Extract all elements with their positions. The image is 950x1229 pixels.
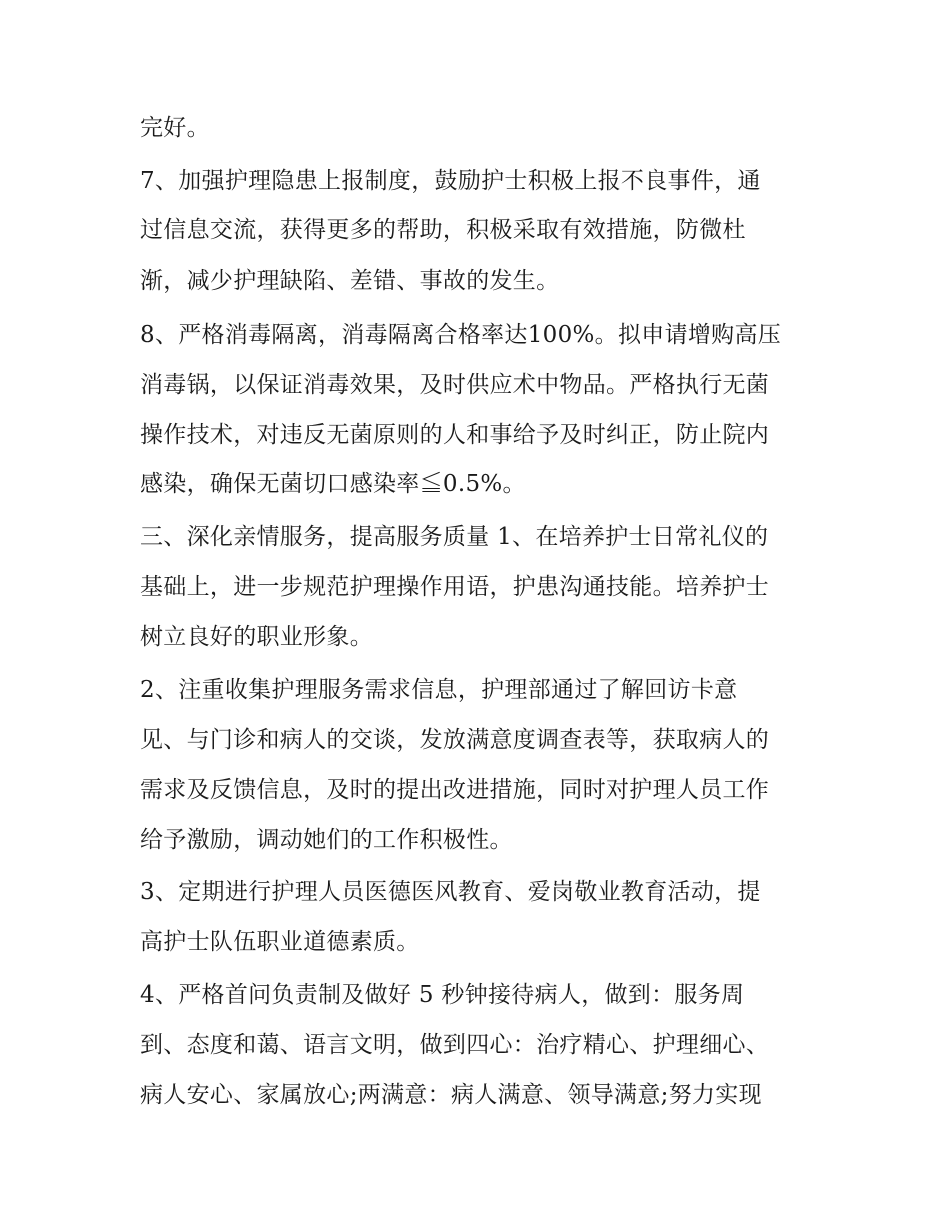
text-line: 完好。 <box>140 115 210 141</box>
text-line: 8、严格消毒隔离，消毒隔离合格率达100%。拟申请增购高压 <box>140 322 782 348</box>
text-line: 到、态度和蔼、语言文明，做到四心：治疗精心、护理细心、 <box>140 1032 770 1058</box>
text-line: 基础上，进一步规范护理操作用语，护患沟通技能。培养护士 <box>140 574 770 600</box>
text-line: 三、深化亲情服务，提高服务质量 1、在培养护士日常礼仪的 <box>140 524 769 550</box>
text-line: 感染，确保无菌切口感染率≦0.5%。 <box>140 471 526 497</box>
text-line: 需求及反馈信息，及时的提出改进措施，同时对护理人员工作 <box>140 777 770 803</box>
text-line: 7、加强护理隐患上报制度，鼓励护士积极上报不良事件，通 <box>140 168 761 194</box>
text-line: 2、注重收集护理服务需求信息，护理部通过了解回访卡意 <box>140 677 738 703</box>
text-line: 渐，减少护理缺陷、差错、事故的发生。 <box>140 268 560 294</box>
text-line: 过信息交流，获得更多的帮助，积极采取有效措施，防微杜 <box>140 217 746 243</box>
text-line: 见、与门诊和病人的交谈，发放满意度调查表等，获取病人的 <box>140 727 770 753</box>
text-line: 消毒锅，以保证消毒效果，及时供应术中物品。严格执行无菌 <box>140 372 770 398</box>
text-line: 给予激励，调动她们的工作积极性。 <box>140 827 513 853</box>
text-line: 3、定期进行护理人员医德医风教育、爱岗敬业教育活动，提 <box>140 879 761 905</box>
text-line: 病人安心、家属放心;两满意：病人满意、领导满意;努力实现 <box>140 1082 762 1108</box>
text-line: 操作技术，对违反无菌原则的人和事给予及时纠正，防止院内 <box>140 422 770 448</box>
text-line: 高护士队伍职业道德素质。 <box>140 929 420 955</box>
text-line: 树立良好的职业形象。 <box>140 624 373 650</box>
text-line: 4、严格首问负责制及做好 5 秒钟接待病人，做到：服务周 <box>140 982 745 1008</box>
